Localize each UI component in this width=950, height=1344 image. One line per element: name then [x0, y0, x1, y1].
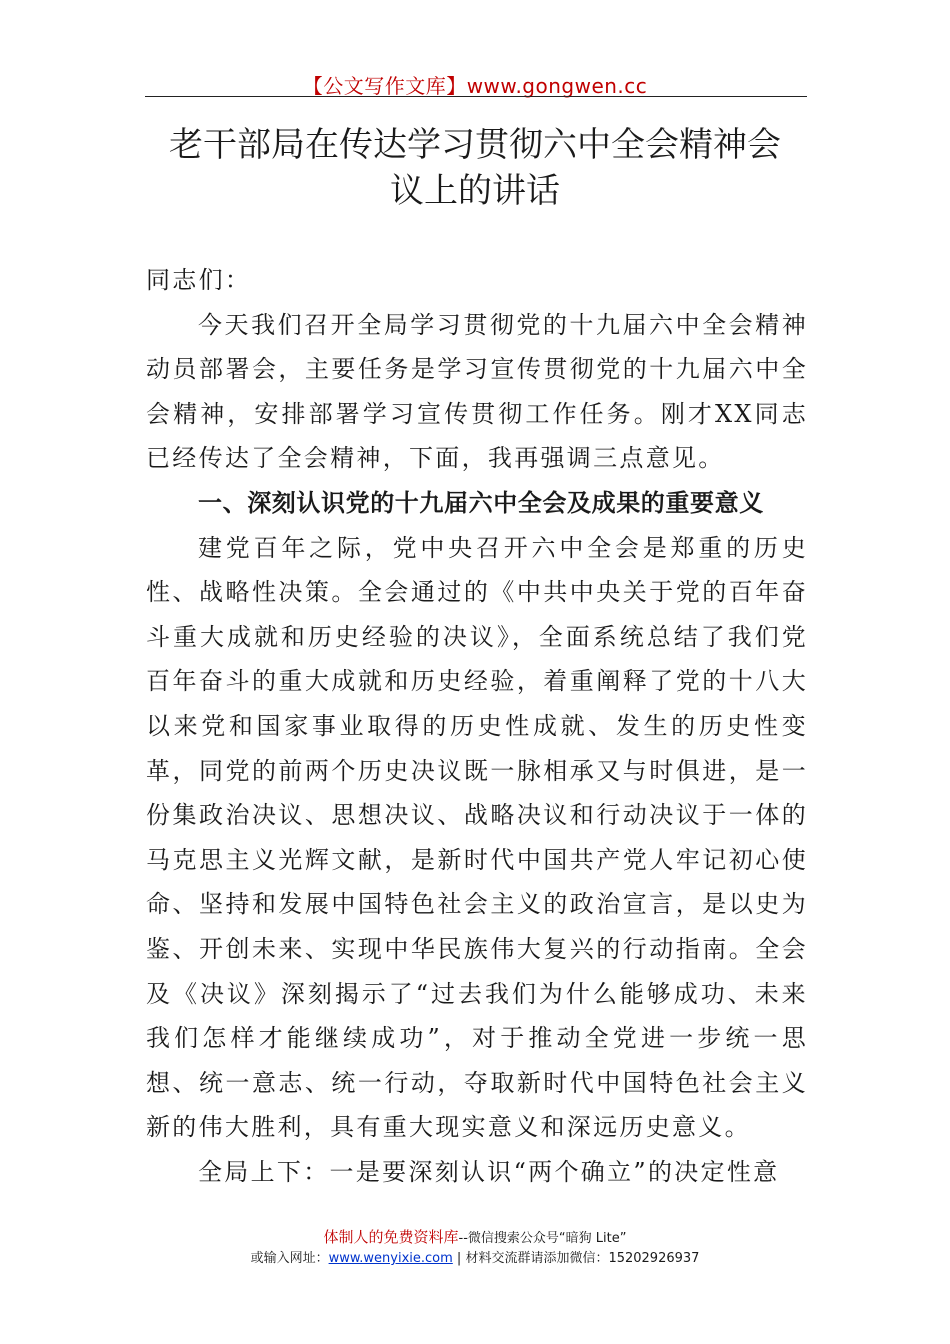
footer-promo-line — [100, 1227, 850, 1249]
footer-promo-rest: --微信搜索公众号“暗狗 Lite” — [458, 1231, 627, 1246]
footer-url-line — [100, 1249, 850, 1269]
footer-promo-red: 体制人的免费资料库 — [323, 1228, 459, 1246]
footer — [100, 1227, 850, 1269]
salutation: 同志们： — [146, 266, 252, 294]
header-divider — [145, 96, 807, 97]
footer-url-prefix: 或输入网址： — [250, 1251, 329, 1266]
footer-url-link[interactable]: www.wenyixie.com — [328, 1251, 453, 1266]
document-title — [120, 122, 830, 214]
paragraph-3: 全局上下：一是要深刻认识“两个确立”的决定性意 — [198, 1157, 780, 1186]
title-line-2: 议上的讲话 — [390, 171, 560, 211]
footer-url-suffix: | 材料交流群请添加微信：15202926937 — [452, 1251, 700, 1266]
paragraph-1: 今天我们召开全局学习贯彻党的十九届六中全会精神动员部署会，主要任务是学习宣传贯彻党的十九届六中全会精神，安排部署学习宣传贯彻工作任务。刚才XX同志已经传达了全会精神，下面，我再强调三点意见。 — [146, 310, 808, 473]
document-body — [146, 258, 808, 1194]
header-watermark: 【公文写作文库】www.gongwen.cc — [302, 74, 648, 98]
paragraph-2: 建党百年之际，党中央召开六中全会是郑重的历史性、战略性决策。全会通过的《中共中央关于党的百年奋斗重大成就和历史经验的决议》，全面系统总结了我们党百年奋斗的重大成就和历史经验，着重阐释了党的十八大以来党和国家事业取得的历史性成就、发生的历史性变革，同党的前两个历史决议既一脉相承又与时俱进，是一份集政治决议、思想决议、战略决议和行动决议于一体的马克思主义光辉文献，是新时代中国共产党人牢记初心使命、坚持和发展中国特色社会主义的政治宣言，是以史为鉴、开创未来、实现中华民族伟大复兴的行动指南。全会及《决议》深刻揭示了“过去我们为什么能够成功、未来我们怎样才能继续成功”，对于推动全党进一步统一思想、统一意志、统一行动，夺取新时代中国特色社会主义新的伟大胜利，具有重大现实意义和深远历史意义。 — [146, 533, 808, 1142]
title-line-1: 老干部局在传达学习贯彻六中全会精神会 — [169, 125, 781, 165]
section-heading-1: 一、深刻认识党的十九届六中全会及成果的重要意义 — [198, 488, 764, 517]
